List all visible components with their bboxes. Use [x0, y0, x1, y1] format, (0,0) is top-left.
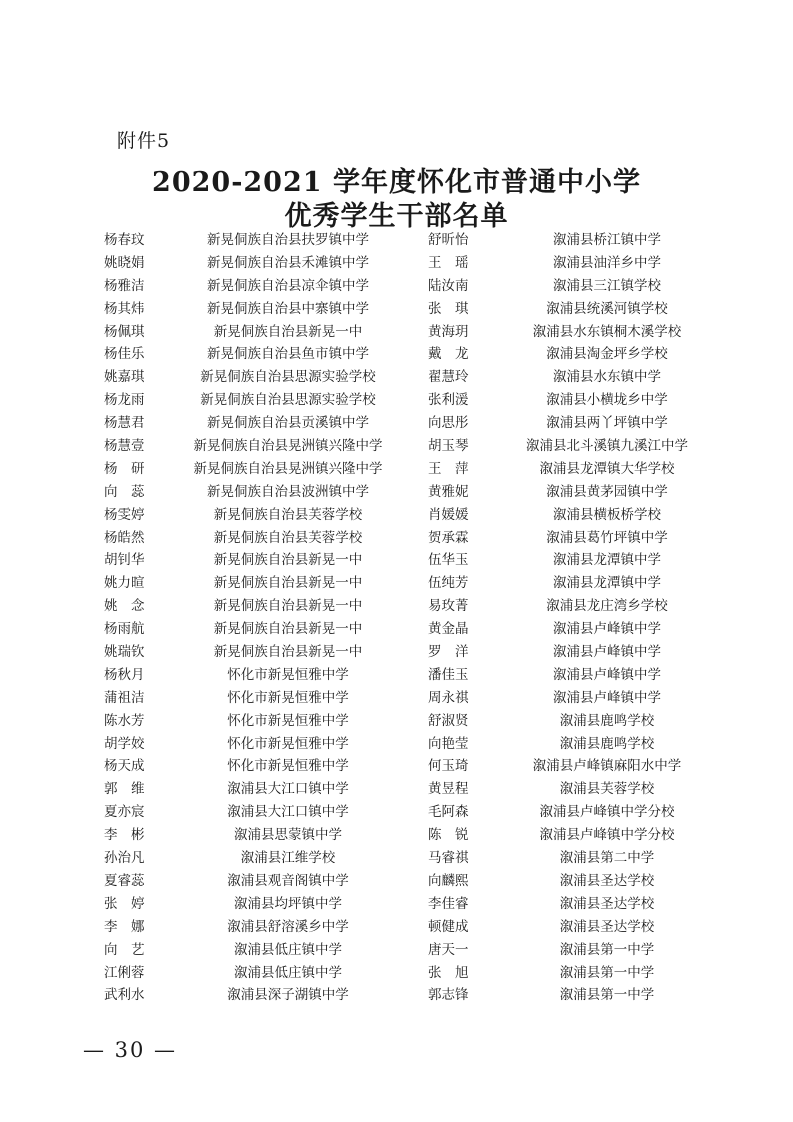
left-student-name: 杨秋月: [104, 666, 145, 683]
left-school-name: 溆浦县江维学校: [240, 850, 336, 867]
list-row: [0, 755, 793, 778]
list-row: [0, 298, 793, 321]
right-student-name: 戴 龙: [428, 346, 469, 363]
right-student-name: 伍华玉: [428, 552, 469, 569]
right-school-name: 溆浦县水东镇桐木溪学校: [532, 323, 682, 340]
right-student-name: 舒淑贤: [428, 712, 469, 729]
list-row: [0, 321, 793, 344]
right-student-name: 唐天一: [428, 941, 469, 958]
left-school-name: 新晃侗族自治县新晃一中: [213, 323, 363, 340]
right-school-name: 溆浦县第二中学: [559, 850, 655, 867]
left-school-name: 怀化市新晃恒雅中学: [227, 758, 349, 775]
list-row: [0, 916, 793, 939]
right-student-name: 王 瑶: [428, 254, 469, 271]
right-student-name: 王 萍: [428, 460, 469, 477]
left-school-name: 新晃侗族自治县贡溪镇中学: [207, 415, 369, 432]
left-student-name: 杨皓然: [104, 529, 145, 546]
list-row: [0, 572, 793, 595]
left-school-name: 新晃侗族自治县扶罗镇中学: [207, 232, 369, 248]
right-school-name: 溆浦县龙潭镇中学: [553, 575, 661, 592]
list-row: [0, 618, 793, 641]
right-student-name: 张 旭: [428, 964, 469, 981]
left-student-name: 杨天成: [104, 758, 145, 775]
right-school-name: 溆浦县卢峰镇中学: [553, 666, 661, 683]
left-student-name: 姚嘉琪: [104, 369, 145, 386]
right-student-name: 张利湲: [428, 392, 469, 409]
left-student-name: 胡学姣: [104, 735, 145, 752]
right-student-name: 黄海玥: [428, 323, 469, 340]
left-school-name: 新晃侗族自治县新晃一中: [213, 644, 363, 661]
list-row: [0, 847, 793, 870]
list-row: [0, 984, 793, 1007]
right-school-name: 溆浦县第一中学: [559, 964, 655, 981]
right-student-name: 李佳睿: [428, 895, 469, 912]
right-student-name: 何玉琦: [428, 758, 469, 775]
page-number: — 30 —: [82, 1038, 178, 1062]
right-school-name: 溆浦县葛竹坪镇中学: [546, 529, 668, 546]
list-row: [0, 664, 793, 687]
list-row: [0, 641, 793, 664]
right-student-name: 潘佳玉: [428, 666, 469, 683]
list-row: [0, 366, 793, 389]
list-row: [0, 229, 793, 252]
left-school-name: 溆浦县大江口镇中学: [227, 804, 349, 821]
right-school-name: 溆浦县卢峰镇中学分校: [539, 804, 675, 821]
right-student-name: 顿健成: [428, 918, 469, 935]
left-school-name: 新晃侗族自治县晃洲镇兴隆中学: [193, 460, 383, 477]
right-student-name: 陈 锐: [428, 827, 469, 844]
right-school-name: 溆浦县淘金坪乡学校: [546, 346, 668, 363]
right-student-name: 伍纯芳: [428, 575, 469, 592]
right-student-name: 贺承霖: [428, 529, 469, 546]
left-student-name: 郭 维: [104, 781, 145, 798]
left-student-name: 姚瑞钦: [104, 644, 145, 661]
left-school-name: 新晃侗族自治县晃洲镇兴隆中学: [193, 438, 383, 455]
list-row: [0, 412, 793, 435]
left-student-name: 孙治凡: [104, 850, 145, 867]
right-student-name: 黄雅妮: [428, 483, 469, 500]
right-school-name: 溆浦县龙潭镇中学: [553, 552, 661, 569]
list-row: [0, 595, 793, 618]
left-student-name: 蒲祖洁: [104, 689, 145, 706]
left-school-name: 溆浦县大江口镇中学: [227, 781, 349, 798]
left-student-name: 杨龙雨: [104, 392, 145, 409]
left-student-name: 杨慧君: [104, 415, 145, 432]
left-school-name: 溆浦县均坪镇中学: [234, 895, 342, 912]
left-student-name: 夏睿蕊: [104, 872, 145, 889]
left-student-name: 杨雨航: [104, 621, 145, 638]
right-student-name: 黄昱程: [428, 781, 469, 798]
right-school-name: 溆浦县卢峰镇中学分校: [539, 827, 675, 844]
list-row: [0, 527, 793, 550]
list-row: [0, 824, 793, 847]
left-student-name: 杨慧壹: [104, 438, 145, 455]
right-student-name: 胡玉琴: [428, 438, 469, 455]
right-school-name: 溆浦县圣达学校: [559, 895, 655, 912]
left-student-name: 陈水芳: [104, 712, 145, 729]
left-student-name: 杨 研: [104, 460, 145, 477]
right-school-name: 溆浦县卢峰镇中学: [553, 644, 661, 661]
left-school-name: 新晃侗族自治县新晃一中: [213, 575, 363, 592]
list-row: [0, 275, 793, 298]
right-student-name: 马睿祺: [428, 850, 469, 867]
right-student-name: 黄金晶: [428, 621, 469, 638]
list-row: [0, 252, 793, 275]
right-school-name: 溆浦县北斗溪镇九溪江中学: [526, 438, 688, 455]
list-row: [0, 939, 793, 962]
right-student-name: 易玫菁: [428, 598, 469, 615]
right-school-name: 溆浦县鹿鸣学校: [559, 735, 655, 752]
list-row: [0, 435, 793, 458]
right-school-name: 溆浦县两丫坪镇中学: [546, 415, 668, 432]
left-school-name: 溆浦县舒溶溪乡中学: [227, 918, 349, 935]
left-school-name: 新晃侗族自治县波洲镇中学: [207, 483, 369, 500]
left-student-name: 姚晓娟: [104, 254, 145, 271]
right-school-name: 溆浦县第一中学: [559, 987, 655, 1004]
right-student-name: 周永祺: [428, 689, 469, 706]
left-student-name: 张 婷: [104, 895, 145, 912]
right-school-name: 溆浦县水东镇中学: [553, 369, 661, 386]
left-school-name: 新晃侗族自治县芙蓉学校: [213, 506, 363, 523]
left-school-name: 新晃侗族自治县鱼市镇中学: [207, 346, 369, 363]
left-school-name: 溆浦县低庄镇中学: [234, 941, 342, 958]
right-school-name: 溆浦县黄茅园镇中学: [546, 483, 668, 500]
list-row: [0, 778, 793, 801]
left-school-name: 溆浦县思蒙镇中学: [234, 827, 342, 844]
right-school-name: 溆浦县第一中学: [559, 941, 655, 958]
list-row: [0, 733, 793, 756]
right-student-name: 舒昕怡: [428, 232, 469, 248]
list-row: [0, 801, 793, 824]
right-student-name: 向艳莹: [428, 735, 469, 752]
list-row: [0, 458, 793, 481]
left-student-name: 李 娜: [104, 918, 145, 935]
left-school-name: 新晃侗族自治县中寨镇中学: [207, 300, 369, 317]
left-student-name: 姚 念: [104, 598, 145, 615]
right-student-name: 肖媛媛: [428, 506, 469, 523]
right-school-name: 溆浦县龙庄湾乡学校: [546, 598, 668, 615]
page-subtitle: 优秀学生干部名单: [284, 201, 509, 232]
left-student-name: 杨春玟: [104, 232, 145, 248]
right-school-name: 溆浦县芙蓉学校: [559, 781, 655, 798]
left-student-name: 杨佩琪: [104, 323, 145, 340]
left-school-name: 怀化市新晃恒雅中学: [227, 712, 349, 729]
left-school-name: 新晃侗族自治县新晃一中: [213, 598, 363, 615]
list-row: [0, 893, 793, 916]
left-school-name: 溆浦县深子湖镇中学: [227, 987, 349, 1004]
right-school-name: 溆浦县龙潭镇大华学校: [539, 460, 675, 477]
left-school-name: 新晃侗族自治县凉伞镇中学: [207, 277, 369, 294]
right-school-name: 溆浦县三江镇学校: [553, 277, 661, 294]
list-row: [0, 549, 793, 572]
right-student-name: 郭志锋: [428, 987, 469, 1004]
list-row: [0, 343, 793, 366]
left-student-name: 杨佳乐: [104, 346, 145, 363]
right-school-name: 溆浦县油洋乡中学: [553, 254, 661, 271]
list-row: [0, 481, 793, 504]
right-school-name: 溆浦县卢峰镇中学: [553, 621, 661, 638]
list-row: [0, 870, 793, 893]
left-school-name: 怀化市新晃恒雅中学: [227, 735, 349, 752]
left-school-name: 怀化市新晃恒雅中学: [227, 666, 349, 683]
right-school-name: 溆浦县桥江镇中学: [553, 232, 661, 248]
left-student-name: 姚力暄: [104, 575, 145, 592]
right-student-name: 陆汝南: [428, 277, 469, 294]
attachment-label: 附件5: [117, 130, 171, 152]
right-school-name: 溆浦县卢峰镇中学: [553, 689, 661, 706]
right-school-name: 溆浦县小横垅乡中学: [546, 392, 668, 409]
left-student-name: 夏亦宸: [104, 804, 145, 821]
left-student-name: 杨雯婷: [104, 506, 145, 523]
list-row: [0, 504, 793, 527]
left-school-name: 溆浦县观音阁镇中学: [227, 872, 349, 889]
right-student-name: 向麟熙: [428, 872, 469, 889]
left-school-name: 新晃侗族自治县新晃一中: [213, 621, 363, 638]
left-school-name: 怀化市新晃恒雅中学: [227, 689, 349, 706]
list-row: [0, 389, 793, 412]
right-school-name: 溆浦县圣达学校: [559, 918, 655, 935]
left-student-name: 杨其炜: [104, 300, 145, 317]
left-school-name: 新晃侗族自治县芙蓉学校: [213, 529, 363, 546]
left-student-name: 胡钊华: [104, 552, 145, 569]
right-school-name: 溆浦县统溪河镇学校: [546, 300, 668, 317]
right-school-name: 溆浦县横板桥学校: [553, 506, 661, 523]
page-title: 2020-2021 学年度怀化市普通中小学: [152, 167, 641, 198]
left-school-name: 溆浦县低庄镇中学: [234, 964, 342, 981]
left-student-name: 李 彬: [104, 827, 145, 844]
right-student-name: 翟慧玲: [428, 369, 469, 386]
left-school-name: 新晃侗族自治县新晃一中: [213, 552, 363, 569]
list-row: [0, 710, 793, 733]
right-student-name: 毛阿森: [428, 804, 469, 821]
right-school-name: 溆浦县鹿鸣学校: [559, 712, 655, 729]
list-row: [0, 962, 793, 985]
left-student-name: 向 蕊: [104, 483, 145, 500]
list-row: [0, 687, 793, 710]
right-student-name: 向思彤: [428, 415, 469, 432]
left-school-name: 新晃侗族自治县禾滩镇中学: [207, 254, 369, 271]
left-student-name: 杨雅洁: [104, 277, 145, 294]
left-student-name: 江俐蓉: [104, 964, 145, 981]
left-school-name: 新晃侗族自治县思源实验学校: [200, 369, 376, 386]
left-student-name: 向 艺: [104, 941, 145, 958]
right-school-name: 溆浦县圣达学校: [559, 872, 655, 889]
left-student-name: 武利水: [104, 987, 145, 1004]
name-list: [0, 229, 793, 1007]
left-school-name: 新晃侗族自治县思源实验学校: [200, 392, 376, 409]
right-student-name: 张 琪: [428, 300, 469, 317]
right-school-name: 溆浦县卢峰镇麻阳水中学: [532, 758, 682, 775]
right-student-name: 罗 洋: [428, 644, 469, 661]
